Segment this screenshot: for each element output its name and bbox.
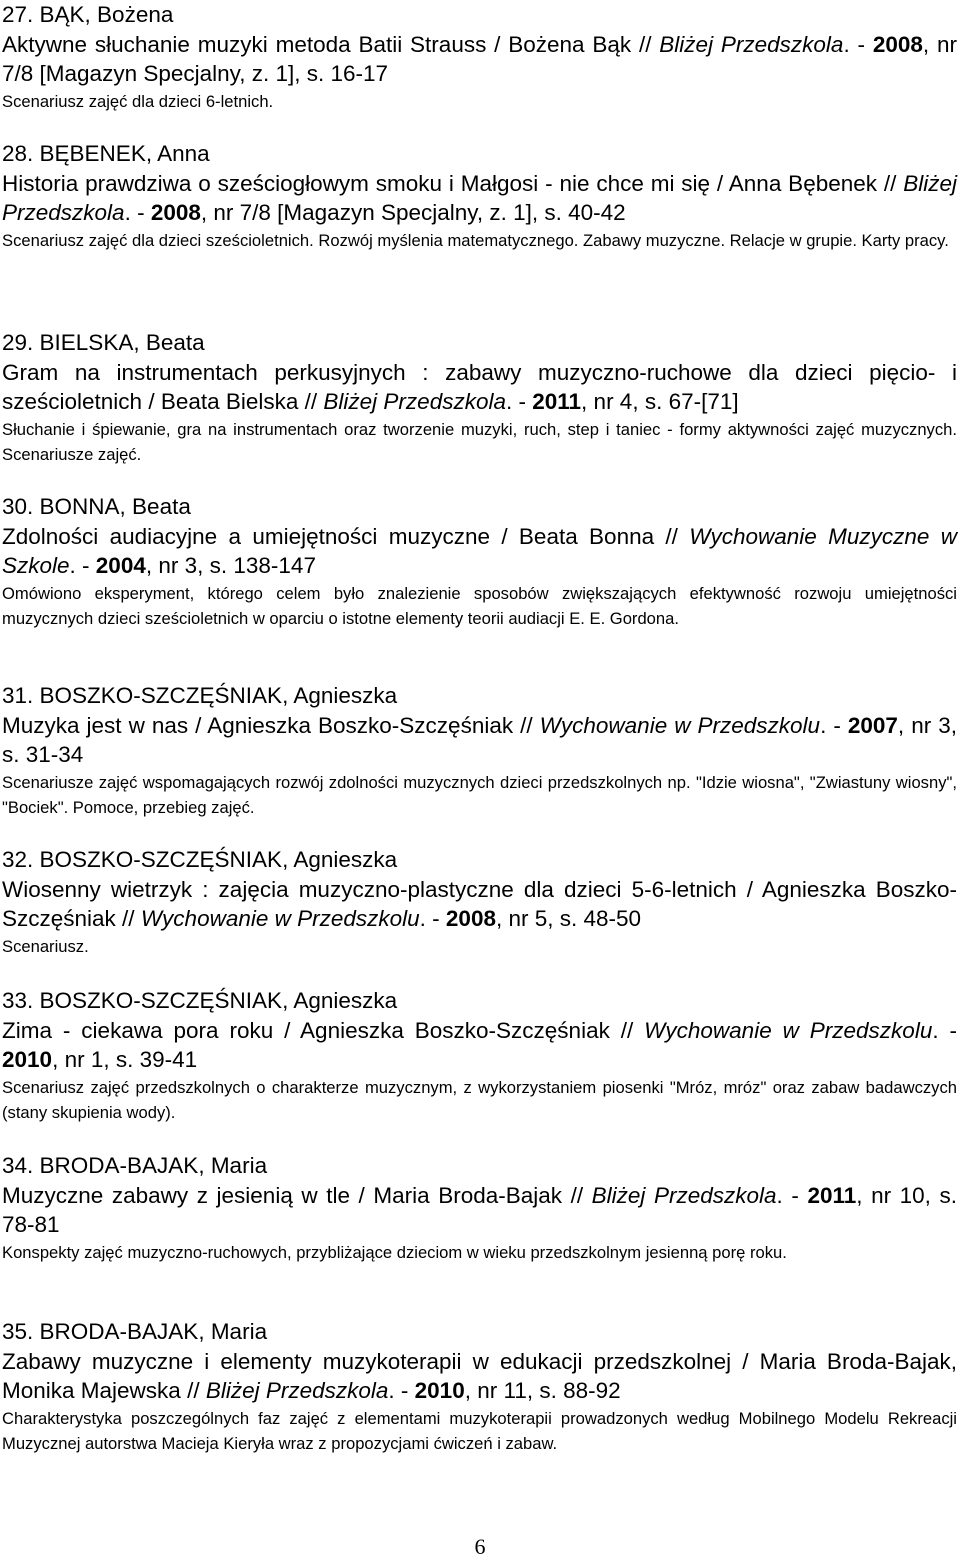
title-text: Historia prawdziwa o sześciogłowym smoku i Małgosi - nie chce mi się / Anna Bębenek // — [2, 170, 904, 196]
publication-year: 2008 — [872, 31, 923, 57]
entry-heading: 34. BRODA-BAJAK, Maria — [2, 1153, 268, 1178]
issue-pages: , nr 4, s. 67-[71] — [581, 389, 739, 414]
entry-title — [2, 358, 957, 417]
publication-year: 2010 — [414, 1378, 465, 1403]
title-text: Zima - ciekawa pora roku / Agnieszka Boszko-Szczęśniak // — [2, 1017, 645, 1043]
entry-heading: 35. BRODA-BAJAK, Maria — [2, 1319, 268, 1344]
entry-title — [2, 711, 957, 770]
entry-annotation: Słuchanie i śpiewanie, gra na instrumentach oraz tworzenie muzyki, ruch, step i taniec - formy aktywności zajęć muzycznych. Scenariusze zajęć. — [2, 419, 957, 464]
title-text: Gram na instrumentach perkusyjnych : zabawy muzyczno-ruchowe dla dzieci pięcio- i sześcioletnich / Beata Bielska // — [2, 359, 957, 414]
separator: . - — [932, 1017, 957, 1043]
issue-pages: , nr 1, s. 39-41 — [52, 1047, 198, 1072]
journal-name: Bliżej Przedszkola — [659, 31, 844, 57]
entry-heading: 31. BOSZKO-SZCZĘŚNIAK, Agnieszka — [2, 683, 398, 708]
title-text: Muzyczne zabawy z jesienią w tle / Maria Broda-Bajak // — [2, 1182, 592, 1208]
entry-heading: 33. BOSZKO-SZCZĘŚNIAK, Agnieszka — [2, 988, 398, 1013]
issue-pages: , nr 5, s. 48-50 — [495, 906, 642, 931]
publication-year: 2011 — [532, 389, 582, 414]
publication-year: 2007 — [847, 712, 898, 738]
journal-name: Bliżej Przedszkola — [2, 170, 957, 225]
issue-pages: , nr 7/8 [Magazyn Specjalny, z. 1], s. 16-17 — [2, 31, 958, 86]
entry-annotation: Konspekty zajęć muzyczno-ruchowych, przybliżające dzieciom w wieku przedszkolnym jesienną porę roku. — [2, 1242, 787, 1262]
bibliography-entry — [2, 845, 957, 959]
title-text: Muzyka jest w nas / Agnieszka Boszko-Szczęśniak // — [2, 712, 540, 738]
entry-title — [2, 875, 957, 934]
issue-pages: , nr 3, s. 31-34 — [2, 712, 957, 767]
issue-pages: , nr 7/8 [Magazyn Specjalny, z. 1], s. 40-42 — [200, 200, 626, 225]
entry-title — [2, 1181, 957, 1240]
publication-year: 2008 — [445, 906, 496, 931]
separator: . - — [69, 553, 96, 578]
entry-title — [2, 169, 957, 228]
entry-title — [2, 522, 957, 581]
entry-annotation: Scenariusz zajęć dla dzieci 6-letnich. — [2, 91, 274, 111]
issue-pages: , nr 3, s. 138-147 — [145, 553, 316, 578]
bibliography-entry — [2, 0, 957, 114]
publication-year: 2004 — [95, 553, 146, 578]
separator: . - — [843, 31, 873, 57]
entry-title — [2, 1347, 957, 1406]
bibliography-entry — [2, 139, 957, 253]
journal-name: Wychowanie Muzyczne w Szkole — [2, 523, 957, 578]
publication-year: 2010 — [2, 1047, 53, 1072]
entry-annotation: Scenariusz zajęć przedszkolnych o charakterze muzycznym, z wykorzystaniem piosenki "Mróz, mróz" oraz zabaw badawczych (stany skupienia wody). — [2, 1077, 957, 1122]
separator: . - — [505, 389, 533, 414]
journal-name: Wychowanie w Przedszkolu — [539, 712, 821, 738]
bibliography-entry — [2, 1151, 957, 1265]
journal-name: Bliżej Przedszkola — [323, 389, 506, 414]
bibliography-entry — [2, 986, 957, 1125]
publication-year: 2008 — [150, 200, 201, 225]
separator: . - — [388, 1378, 415, 1403]
issue-pages: , nr 11, s. 88-92 — [464, 1378, 621, 1403]
journal-name: Wychowanie w Przedszkolu — [644, 1017, 933, 1043]
journal-name: Wychowanie w Przedszkolu — [140, 906, 420, 931]
entry-heading: 30. BONNA, Beata — [2, 494, 191, 519]
title-text: Zdolności audiacyjne a umiejętności muzyczne / Beata Bonna // — [2, 523, 690, 549]
separator: . - — [419, 906, 446, 931]
entry-heading: 27. BĄK, Bożena — [2, 2, 174, 27]
entry-heading: 29. BIELSKA, Beata — [2, 330, 205, 355]
entry-heading: 28. BĘBENEK, Anna — [2, 141, 210, 166]
separator: . - — [820, 712, 848, 738]
entry-annotation: Scenariusz zajęć dla dzieci sześcioletnich. Rozwój myślenia matematycznego. Zabawy muzyczne. Relacje w grupie. Karty pracy. — [2, 230, 949, 250]
entry-annotation: Charakterystyka poszczególnych faz zajęć z elementami muzykoterapii prowadzonych według Mobilnego Modelu Rekreacji Muzycznej autorstwa Macieja Kieryła wraz z propozycjami ćwiczeń i zabaw. — [2, 1408, 957, 1453]
entry-annotation: Scenariusz. — [2, 936, 89, 956]
separator: . - — [776, 1182, 808, 1208]
title-text: Aktywne słuchanie muzyki metoda Batii Strauss / Bożena Bąk // — [2, 31, 660, 57]
bibliography-entry — [2, 1317, 957, 1456]
entry-title — [2, 1016, 957, 1075]
title-text: Zabawy muzyczne i elementy muzykoterapii w edukacji przedszkolnej / Maria Broda-Bajak, Monika Majewska // — [2, 1348, 957, 1403]
entry-annotation: Omówiono eksperyment, którego celem było znalezienie sposobów zwiększających efektywność rozwoju umiejętności muzycznych dzieci sześcioletnich w oparciu o istotne elementy teorii audiacji E. E. Gordona. — [2, 583, 957, 628]
journal-name: Bliżej Przedszkola — [205, 1378, 389, 1403]
publication-year: 2011 — [807, 1182, 857, 1208]
title-text: Wiosenny wietrzyk : zajęcia muzyczno-plastyczne dla dzieci 5-6-letnich / Agnieszka Boszko-Szczęśniak // — [2, 876, 957, 931]
entry-heading: 32. BOSZKO-SZCZĘŚNIAK, Agnieszka — [2, 847, 398, 872]
issue-pages: , nr 10, s. 78-81 — [2, 1182, 957, 1237]
journal-name: Bliżej Przedszkola — [591, 1182, 777, 1208]
bibliography-entry — [2, 328, 957, 467]
bibliography-entry — [2, 681, 957, 820]
page-number: 6 — [474, 1534, 486, 1559]
separator: . - — [124, 200, 151, 225]
entry-annotation: Scenariusze zajęć wspomagających rozwój zdolności muzycznych dzieci przedszkolnych np. "Idzie wiosna", "Zwiastuny wiosny", "Bociek". Pomoce, przebieg zajęć. — [2, 772, 957, 817]
entry-title — [2, 30, 957, 89]
bibliography-entry — [2, 492, 957, 631]
